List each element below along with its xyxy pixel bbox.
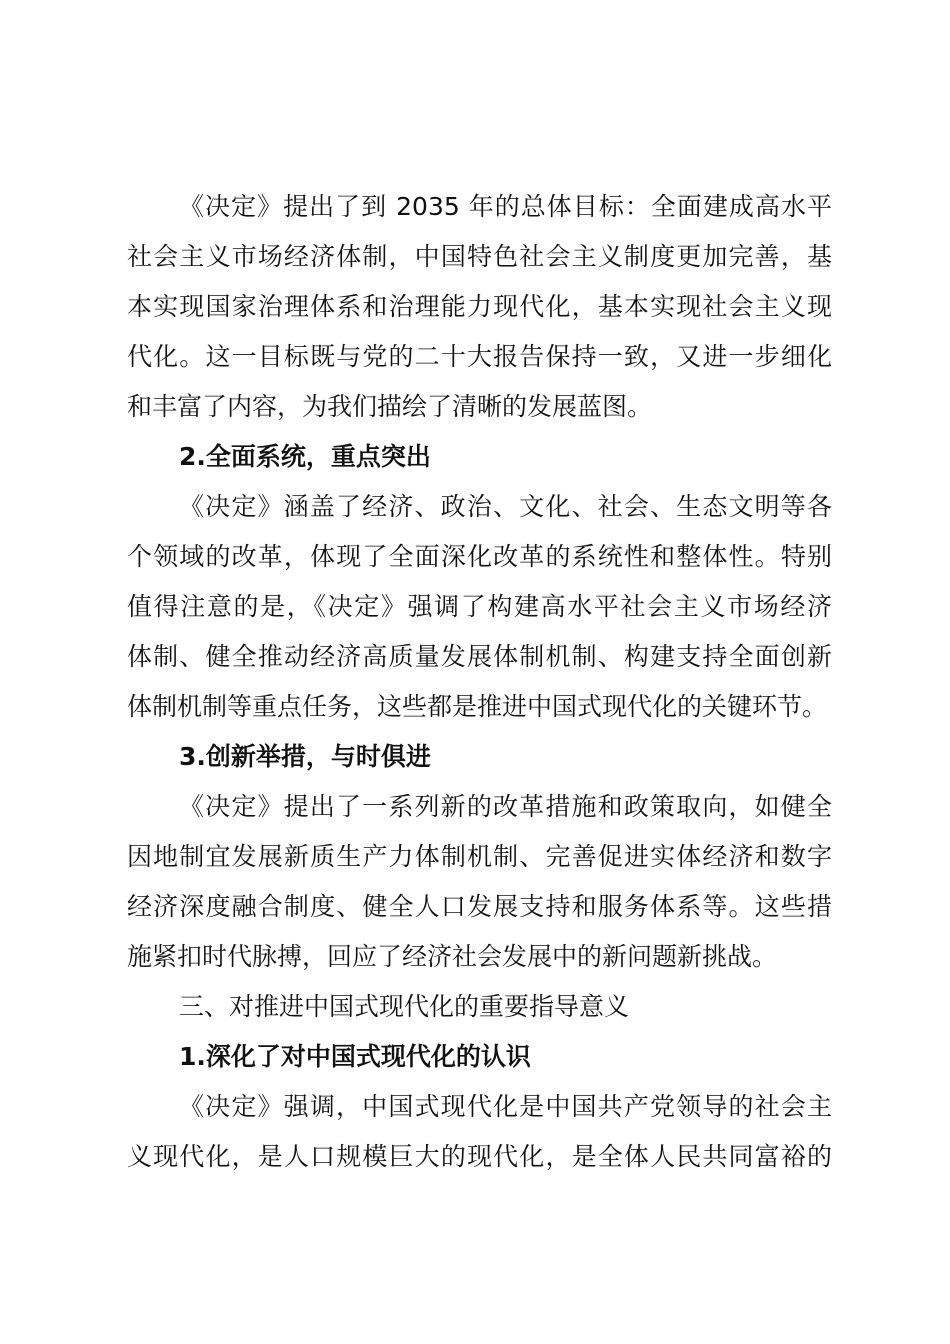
paragraph-innovation [127,782,832,982]
text-line: 施紧扣时代脉搏，回应了经济社会发展中的新问题新挑战。 [127,942,778,971]
text-line: 和丰富了内容，为我们描绘了清晰的发展蓝图。 [127,392,653,421]
text-line: 代化。这一目标既与党的二十大报告保持一致，又进一步细化 [127,342,832,371]
subheading-understanding: 1.深化了对中国式现代化的认识 [179,1042,531,1071]
document-page [127,182,832,1182]
subheading-innovation: 3.创新举措，与时俱进 [179,742,431,771]
paragraph-understanding [127,1082,832,1182]
subheading-comprehensive: 2.全面系统，重点突出 [179,442,431,471]
text-line: 经济深度融合制度、健全人口发展支持和服务体系等。这些措 [127,892,832,921]
paragraph-comprehensive [127,482,832,732]
paragraph-goal [127,182,832,432]
text-line: 值得注意的是，《决定》强调了构建高水平社会主义市场经济 [127,592,832,621]
text-line: 个领域的改革，体现了全面深化改革的系统性和整体性。特别 [127,542,832,571]
text-line: 体制、健全推动经济高质量发展体制机制、构建支持全面创新 [127,642,832,671]
section-heading-three: 三、对推进中国式现代化的重要指导意义 [179,992,630,1021]
text-line: 因地制宜发展新质生产力体制机制、完善促进实体经济和数字 [127,842,832,871]
text-line: 《决定》涵盖了经济、政治、文化、社会、生态文明等各 [179,492,832,521]
text-line: 义现代化，是人口规模巨大的现代化，是全体人民共同富裕的 [127,1142,832,1171]
text-line: 本实现国家治理体系和治理能力现代化，基本实现社会主义现 [127,292,832,321]
text-line: 《决定》提出了一系列新的改革措施和政策取向，如健全 [179,792,832,821]
text-line: 《决定》强调，中国式现代化是中国共产党领导的社会主 [179,1092,832,1121]
text-line: 《决定》提出了到 2035 年的总体目标：全面建成高水平 [179,192,832,221]
text-line: 社会主义市场经济体制，中国特色社会主义制度更加完善，基 [127,242,832,271]
text-line: 体制机制等重点任务，这些都是推进中国式现代化的关键环节。 [127,692,828,721]
